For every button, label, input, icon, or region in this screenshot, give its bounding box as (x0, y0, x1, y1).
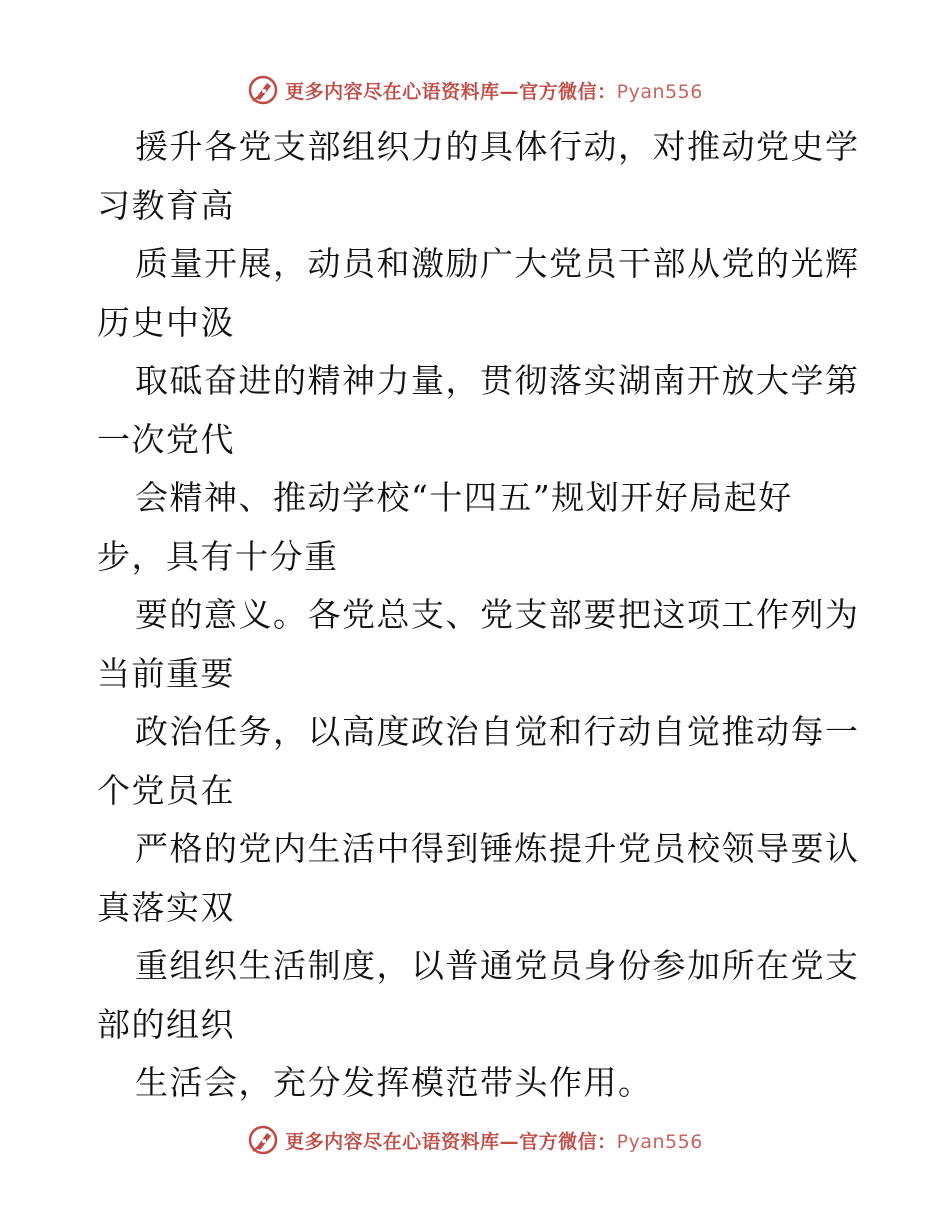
text-line: 要的意义。各党总支、党支部要把这项工作列为 (135, 595, 860, 634)
footer-banner-text: 更多内容尽在心语资料库—官方微信：Pyan556 (285, 1130, 703, 1153)
header-wechat-id: Pyan556 (616, 80, 703, 103)
text-line: 严格的党内生活中得到锤炼提升党员校领导要认 (135, 829, 860, 868)
pen-nib-logo-icon (247, 74, 279, 106)
text-line: 生活会，充分发挥模范带头作用。 (135, 1063, 653, 1102)
text-line: 质量开展，动员和激励广大党员干部从党的光辉 (135, 244, 860, 283)
text-line: 真落实双 (97, 887, 235, 927)
footer-banner[interactable] (0, 1120, 950, 1160)
text-line: 取砥奋进的精神力量，贯彻落实湖南开放大学第 (135, 361, 860, 400)
header-banner-text: 更多内容尽在心语资料库—官方微信：Pyan556 (285, 80, 703, 103)
text-line: 当前重要 (97, 653, 235, 693)
header-banner[interactable] (0, 70, 950, 110)
text-line: 援升各党支部组织力的具体行动，对推动党史学 (135, 127, 860, 166)
text-line: 历史中汲 (97, 302, 235, 342)
text-line: 个党员在 (97, 770, 235, 810)
text-line: 会精神、推动学校“十四五”规划开好局起好 (135, 478, 793, 517)
document-body (97, 118, 860, 1113)
text-line: 政治任务，以高度政治自觉和行动自觉推动每一 (135, 712, 860, 751)
footer-wechat-id: Pyan556 (616, 1130, 703, 1153)
text-line: 部的组织 (97, 1004, 235, 1044)
text-line: 重组织生活制度，以普通党员身份参加所在党支 (135, 946, 860, 985)
text-line: 步，具有十分重 (97, 536, 339, 576)
pen-nib-logo-icon (247, 1124, 279, 1156)
text-line: 习教育高 (97, 185, 235, 225)
text-line: 一次党代 (97, 419, 235, 459)
